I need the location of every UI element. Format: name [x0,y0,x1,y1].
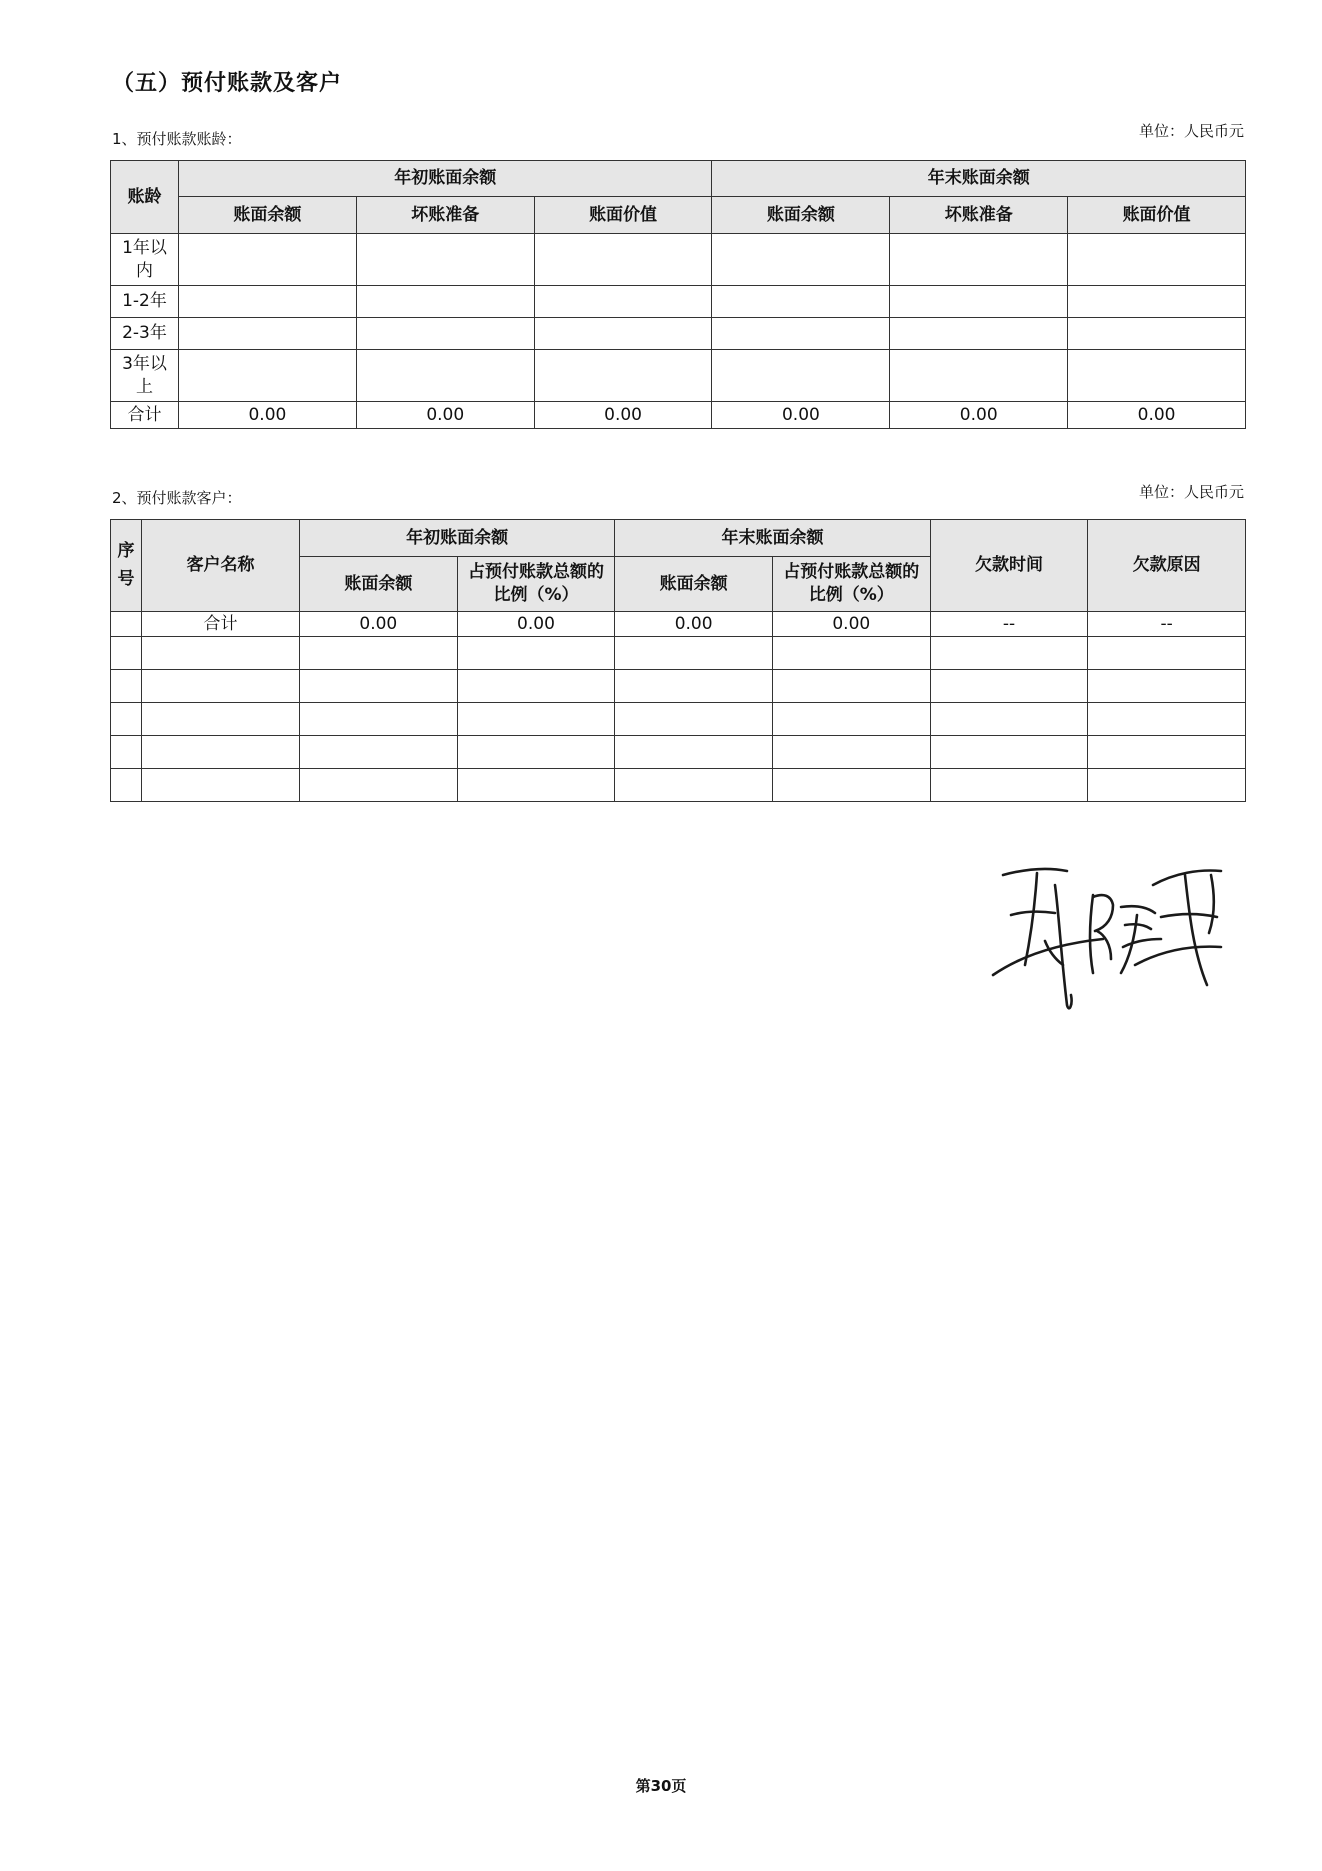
aging-total-cell: 0.00 [890,402,1068,429]
aging-cell [890,318,1068,350]
aging-cell [712,234,890,286]
aging-row [111,234,1246,286]
customer-empty-cell [930,637,1088,670]
customer-empty-cell [930,769,1088,802]
aging-total-cell: 0.00 [1068,402,1246,429]
aging-cell [179,350,357,402]
customer-empty-cell [300,670,458,703]
customer-empty-cell [457,769,615,802]
aging-col-header: 坏账准备 [356,197,534,234]
customer-empty-cell [772,736,930,769]
customer-empty-cell [111,703,142,736]
customer-total-cell: 0.00 [615,612,773,637]
aging-cell [712,318,890,350]
aging-group-begin: 年初账面余额 [179,161,712,197]
aging-cell [179,286,357,318]
aging-row-header: 账龄 [111,161,179,234]
aging-cell [534,286,712,318]
aging-cell [1068,286,1246,318]
aging-cell [356,234,534,286]
customer-empty-cell [615,637,773,670]
customer-empty-cell [1088,769,1246,802]
aging-row [111,286,1246,318]
customer-empty-cell [111,736,142,769]
aging-row [111,350,1246,402]
customer-empty-cell [142,769,300,802]
aging-col-header: 账面余额 [712,197,890,234]
customer-empty-cell [772,670,930,703]
aging-cell [712,286,890,318]
page-number: 第30页 [635,1777,687,1795]
customer-total-label: 合计 [142,612,300,637]
customer-empty-cell [300,736,458,769]
aging-col-header: 账面价值 [534,197,712,234]
customer-empty-row [111,769,1246,802]
customer-empty-cell [300,703,458,736]
customer-empty-cell [930,736,1088,769]
customer-col-balance: 账面余额 [615,557,773,612]
aging-cell [356,286,534,318]
customer-empty-row [111,736,1246,769]
aging-cell [534,318,712,350]
aging-cell [1068,350,1246,402]
customer-empty-cell [457,670,615,703]
customer-empty-cell [142,736,300,769]
customer-empty-cell [300,637,458,670]
aging-cell [356,318,534,350]
aging-total-cell: 0.00 [356,402,534,429]
customer-empty-row [111,637,1246,670]
aging-cell [890,286,1068,318]
customer-empty-row [111,703,1246,736]
customer-group-begin: 年初账面余额 [300,520,615,557]
aging-cell [179,234,357,286]
customer-col-time: 欠款时间 [930,520,1088,612]
aging-subtitle: 1、预付账款账龄： [112,130,242,148]
customer-col-name: 客户名称 [142,520,300,612]
customer-empty-row [111,670,1246,703]
aging-row-label: 2-3年 [111,318,179,350]
customer-total-cell: 0.00 [772,612,930,637]
aging-total-cell: 0.00 [712,402,890,429]
customer-empty-cell [111,769,142,802]
aging-cell [534,350,712,402]
aging-cell [890,234,1068,286]
aging-cell [1068,234,1246,286]
customer-empty-cell [615,703,773,736]
customer-empty-cell [111,670,142,703]
customer-empty-cell [772,769,930,802]
aging-cell [1068,318,1246,350]
customer-empty-cell [1088,670,1246,703]
customer-empty-cell [615,670,773,703]
aging-cell [179,318,357,350]
customer-empty-cell [615,736,773,769]
customer-group-end: 年末账面余额 [615,520,930,557]
section-title: （五）预付账款及客户 [112,71,343,96]
aging-col-header: 账面余额 [179,197,357,234]
customer-empty-cell [142,637,300,670]
customer-total-row [111,612,1246,637]
aging-cell [534,234,712,286]
customer-empty-cell [457,703,615,736]
customer-empty-cell [142,670,300,703]
customer-empty-cell [1088,637,1246,670]
customer-empty-cell [772,703,930,736]
handwritten-signature [985,855,1245,1015]
aging-row [111,318,1246,350]
customer-unit-label: 单位：人民币元 [1138,483,1244,501]
customer-empty-cell [1088,703,1246,736]
customer-total-cell: -- [930,612,1088,637]
aging-cell [356,350,534,402]
customer-subtitle: 2、预付账款客户： [112,489,242,507]
customer-col-ratio: 占预付账款总额的比例（%） [457,557,615,612]
customer-col-seq: 序号 [111,520,142,612]
aging-unit-label: 单位：人民币元 [1138,122,1244,140]
customer-total-seq [111,612,142,637]
customer-total-cell: 0.00 [300,612,458,637]
customer-empty-cell [142,703,300,736]
customer-col-ratio: 占预付账款总额的比例（%） [772,557,930,612]
aging-group-end: 年末账面余额 [712,161,1246,197]
customer-empty-cell [930,670,1088,703]
customer-empty-cell [111,637,142,670]
customer-table [110,519,1246,802]
aging-col-header: 账面价值 [1068,197,1246,234]
aging-row-label: 1年以内 [111,234,179,286]
customer-total-cell: -- [1088,612,1246,637]
customer-empty-cell [772,637,930,670]
aging-total-row [111,402,1246,429]
customer-empty-cell [930,703,1088,736]
customer-empty-cell [300,769,458,802]
aging-cell [890,350,1068,402]
customer-col-reason: 欠款原因 [1088,520,1246,612]
customer-empty-cell [615,769,773,802]
aging-col-header: 坏账准备 [890,197,1068,234]
customer-total-cell: 0.00 [457,612,615,637]
aging-total-cell: 0.00 [534,402,712,429]
customer-empty-cell [457,637,615,670]
aging-total-label: 合计 [111,402,179,429]
aging-row-label: 1-2年 [111,286,179,318]
aging-row-label: 3年以上 [111,350,179,402]
aging-total-cell: 0.00 [179,402,357,429]
customer-empty-cell [457,736,615,769]
customer-col-balance: 账面余额 [300,557,458,612]
customer-empty-cell [1088,736,1246,769]
aging-table [110,160,1246,429]
aging-cell [712,350,890,402]
